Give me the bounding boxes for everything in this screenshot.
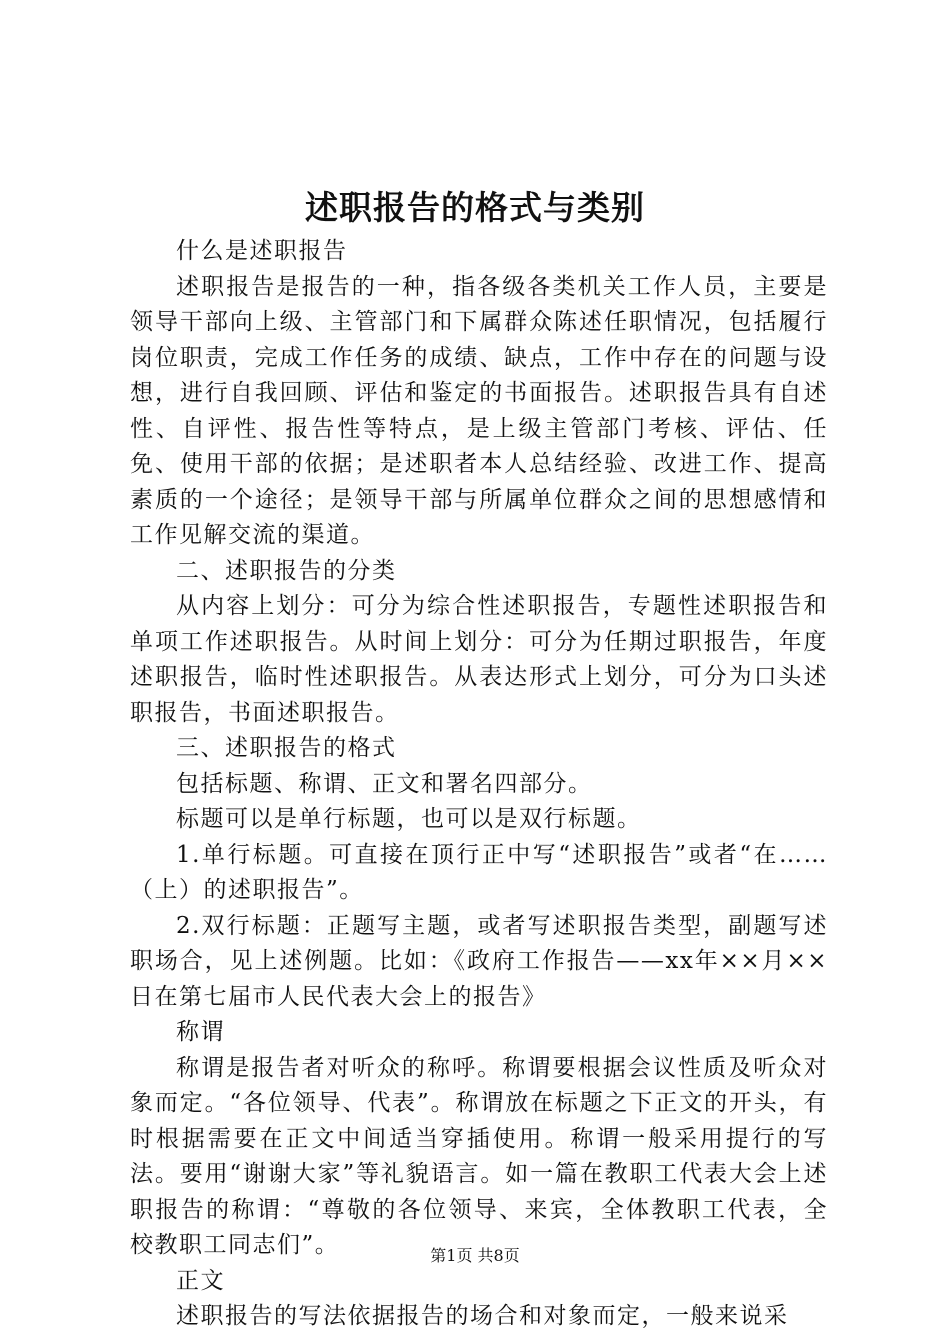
paragraph: 1.单行标题。可直接在顶行正中写“述职报告”或者“在……（上）的述职报告”。 [130, 841, 828, 903]
paragraph: 包括标题、称谓、正文和署名四部分。 [176, 770, 593, 797]
paragraph-heading: 二、述职报告的分类 [176, 557, 397, 584]
paragraph-heading: 称谓 [176, 1019, 225, 1045]
page-number-footer: 第1页 共8页 [430, 1246, 520, 1265]
paragraph-heading: 什么是述职报告 [176, 238, 348, 264]
paragraph: 2.双行标题：正题写主题，或者写述职报告类型，副题写述职场合，见上述例题。比如：《政府工作报告——xx年××月××日在第七届市人民代表大会上的报告》 [130, 912, 828, 1010]
document-title: 述职报告的格式与类别 [305, 188, 645, 227]
paragraph: 标题可以是单行标题，也可以是双行标题。 [176, 806, 642, 832]
paragraph-heading: 正文 [176, 1267, 225, 1294]
document-body [130, 234, 828, 1335]
paragraph: 述职报告的写法依据报告的场合和对象而定，一般来说采 [176, 1303, 789, 1329]
paragraph: 述职报告是报告的一种，指各级各类机关工作人员，主要是领导干部向上级、主管部门和下属群众陈述任职情况，包括履行岗位职责，完成工作任务的成绩、缺点，工作中存在的问题与设想，进行自我回顾、评估和鉴定的书面报告。述职报告具有自述性、自评性、报告性等特点，是上级主管部门考核、评估、任免、使用干部的依据；是述职者本人总结经验、改进工作、提高素质的一个途径；是领导干部与所属单位群众之间的思想感情和工作见解交流的渠道。 [130, 273, 828, 548]
paragraph: 称谓是报告者对听众的称呼。称谓要根据会议性质及听众对象而定。“各位领导、代表”。称谓放在标题之下正文的开头，有时根据需要在正文中间适当穿插使用。称谓一般采用提行的写法。要用“谢谢大家”等礼貌语言。如一篇在教职工代表大会上述职报告的称谓：“尊敬的各位领导、来宾，全体教职工代表，全校教职工同志们”。 [130, 1054, 828, 1258]
paragraph-heading: 三、述职报告的格式 [176, 735, 397, 761]
paragraph: 从内容上划分：可分为综合性述职报告，专题性述职报告和单项工作述职报告。从时间上划分：可分为任期过职报告，年度述职报告，临时性述职报告。从表达形式上划分，可分为口头述职报告，书面述职报告。 [130, 593, 828, 726]
